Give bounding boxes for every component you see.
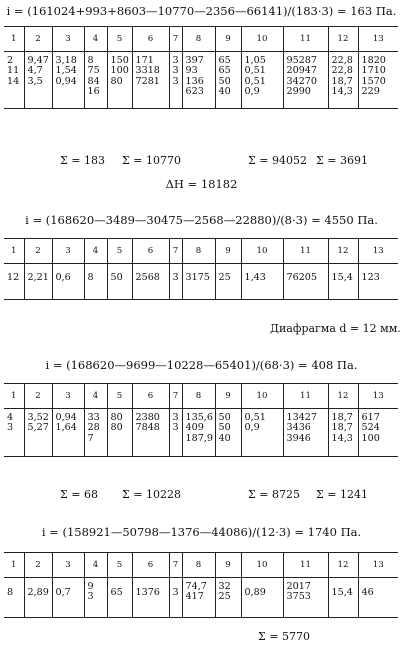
table-cell: 13427 3436 3946 — [283, 409, 328, 457]
col-header: 1 — [4, 553, 24, 578]
col-header: 8 — [182, 553, 215, 578]
table-2 — [4, 238, 398, 300]
table-cell: 150 100 80 — [107, 52, 132, 109]
col-header: 9 — [215, 553, 241, 578]
table-cell: 3,52 5,27 — [24, 409, 52, 457]
table-header — [4, 384, 398, 409]
table-cell: 46 — [358, 578, 398, 618]
col-header: 1 — [4, 239, 24, 264]
col-header: 12 — [328, 553, 358, 578]
table-cell: 1376 — [132, 578, 169, 618]
col-header: 7 — [169, 553, 182, 578]
table-cell: 3 — [169, 264, 182, 300]
table-3 — [4, 383, 398, 457]
col-header: 9 — [215, 27, 241, 52]
formula-4: i = (158921—50798—1376—44086)/(12·3) = 1740 Па. — [41, 525, 362, 539]
table-cell: 65 — [107, 578, 132, 618]
col-header: 5 — [107, 27, 132, 52]
table-cell: 171 3318 7281 — [132, 52, 169, 109]
col-header: 11 — [283, 239, 328, 264]
sum-value: Σ = 3691 — [316, 154, 368, 167]
table-cell: 8 — [4, 578, 24, 618]
sum-value: Σ = 183 — [60, 154, 105, 167]
table-cell: 50 50 40 — [215, 409, 241, 457]
col-header: 6 — [132, 553, 169, 578]
table-cell: 74,7 417 — [182, 578, 215, 618]
col-header: 12 — [328, 239, 358, 264]
col-header: 13 — [358, 384, 398, 409]
sum-value: Σ = 10770 — [122, 154, 181, 167]
table-cell: 0,7 — [52, 578, 84, 618]
table-cell: 0,89 — [241, 578, 283, 618]
col-header: 9 — [215, 239, 241, 264]
col-header: 12 — [328, 27, 358, 52]
col-header: 4 — [84, 384, 107, 409]
table-cell: 617 524 100 — [358, 409, 398, 457]
col-header: 1 — [4, 384, 24, 409]
col-header: 3 — [52, 553, 84, 578]
col-header: 5 — [107, 239, 132, 264]
table-cell: 0,94 1,64 — [52, 409, 84, 457]
table-row — [4, 52, 398, 109]
table-cell: 9,47 4,7 3,5 — [24, 52, 52, 109]
table-cell: 0,51 0,9 — [241, 409, 283, 457]
col-header: 13 — [358, 553, 398, 578]
table-cell: 15,4 — [328, 578, 358, 618]
table-cell: 65 65 50 40 — [215, 52, 241, 109]
table-4 — [4, 552, 398, 618]
col-header: 11 — [283, 553, 328, 578]
sum-value: Σ = 5770 — [258, 630, 310, 643]
col-header: 8 — [182, 239, 215, 264]
table-cell: 8 — [84, 264, 107, 300]
table-cell: 32 25 — [215, 578, 241, 618]
formula-2: i = (168620—3489—30475—2568—22880)/(8·3) = 4550 Па. — [25, 213, 378, 227]
col-header: 5 — [107, 384, 132, 409]
sum-value: Σ = 8725 — [248, 488, 300, 501]
delta-h: ΔH = 18182 — [165, 177, 238, 191]
col-header: 3 — [52, 239, 84, 264]
col-header: 2 — [24, 384, 52, 409]
table-cell: 8 75 84 16 — [84, 52, 107, 109]
col-header: 4 — [84, 553, 107, 578]
col-header: 8 — [182, 27, 215, 52]
sum-value: Σ = 1241 — [316, 488, 368, 501]
col-header: 10 — [241, 27, 283, 52]
formula-3: i = (168620—9699—10228—65401)/(68·3) = 408 Па. — [45, 358, 358, 372]
table-cell: 1,43 — [241, 264, 283, 300]
table-cell: 135,6 409 187,9 — [182, 409, 215, 457]
col-header: 9 — [215, 384, 241, 409]
table-cell: 3175 — [182, 264, 215, 300]
col-header: 10 — [241, 553, 283, 578]
table-row — [4, 578, 398, 618]
col-header: 7 — [169, 384, 182, 409]
table-cell: 2568 — [132, 264, 169, 300]
table-cell: 50 — [107, 264, 132, 300]
col-header: 2 — [24, 239, 52, 264]
col-header: 10 — [241, 384, 283, 409]
sum-value: Σ = 10228 — [122, 488, 181, 501]
table-cell: 2 11 14 — [4, 52, 24, 109]
table-cell: 0,6 — [52, 264, 84, 300]
table-cell: 2,89 — [24, 578, 52, 618]
table-cell: 22,8 22,8 18,7 14,3 — [328, 52, 358, 109]
col-header: 3 — [52, 384, 84, 409]
table-cell: 33 28 7 — [84, 409, 107, 457]
col-header: 3 — [52, 27, 84, 52]
table-cell: 1,05 0,51 0,51 0,9 — [241, 52, 283, 109]
table-cell: 3 — [169, 578, 182, 618]
table-cell: 397 93 136 623 — [182, 52, 215, 109]
sum-value: Σ = 94052 — [248, 154, 307, 167]
table-cell: 15,4 — [328, 264, 358, 300]
table-cell: 18,7 18,7 14,3 — [328, 409, 358, 457]
col-header: 6 — [132, 384, 169, 409]
table-header — [4, 27, 398, 52]
col-header: 12 — [328, 384, 358, 409]
sum-value: Σ = 68 — [60, 488, 98, 501]
col-header: 4 — [84, 239, 107, 264]
col-header: 11 — [283, 384, 328, 409]
table-cell: 25 — [215, 264, 241, 300]
table-row — [4, 409, 398, 457]
table-header — [4, 553, 398, 578]
col-header: 6 — [132, 27, 169, 52]
col-header: 4 — [84, 27, 107, 52]
table-cell: 76205 — [283, 264, 328, 300]
table-row — [4, 264, 398, 300]
formula-1: i = (161024+993+8603—10770—2356—66141)/(183·3) = 163 Па. — [6, 4, 397, 18]
diaphragm-note: Диафрагма d = 12 мм. — [270, 322, 401, 335]
col-header: 11 — [283, 27, 328, 52]
col-header: 6 — [132, 239, 169, 264]
table-cell: 80 80 — [107, 409, 132, 457]
table-cell: 3,18 1,54 0,94 — [52, 52, 84, 109]
table-cell: 4 3 — [4, 409, 24, 457]
col-header: 2 — [24, 27, 52, 52]
table-cell: 1820 1710 1570 229 — [358, 52, 398, 109]
col-header: 13 — [358, 27, 398, 52]
table-cell: 2,21 — [24, 264, 52, 300]
table-cell: 3 3 — [169, 409, 182, 457]
col-header: 7 — [169, 239, 182, 264]
table-cell: 3 3 3 — [169, 52, 182, 109]
col-header: 8 — [182, 384, 215, 409]
col-header: 10 — [241, 239, 283, 264]
col-header: 2 — [24, 553, 52, 578]
table-cell: 95287 20947 34270 2990 — [283, 52, 328, 109]
table-cell: 123 — [358, 264, 398, 300]
table-cell: 2017 3753 — [283, 578, 328, 618]
table-cell: 2380 7848 — [132, 409, 169, 457]
col-header: 7 — [169, 27, 182, 52]
table-1 — [4, 26, 398, 109]
col-header: 5 — [107, 553, 132, 578]
table-cell: 9 3 — [84, 578, 107, 618]
table-cell: 12 — [4, 264, 24, 300]
table-header — [4, 239, 398, 264]
col-header: 1 — [4, 27, 24, 52]
col-header: 13 — [358, 239, 398, 264]
